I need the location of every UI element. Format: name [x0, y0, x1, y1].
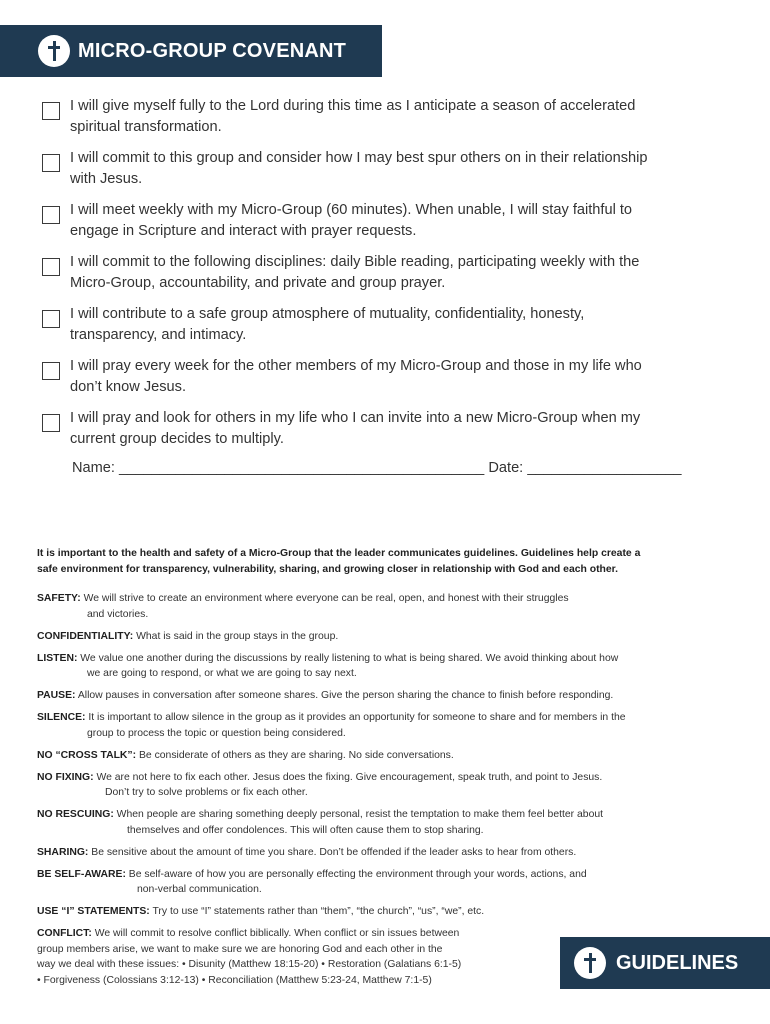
guidelines-badge	[560, 937, 770, 989]
intro-line: It is important to the health and safety of a Micro-Group that the leader communicates guidelines. Guidelines help create a	[37, 548, 641, 559]
guideline-text: Be self-aware of how you are personally effecting the environment through your words, actions, and	[128, 868, 587, 880]
guideline-term: SAFETY:	[37, 593, 81, 604]
covenant-line: spiritual transformation.	[70, 118, 222, 135]
guideline-term: LISTEN:	[37, 652, 78, 664]
covenant-text	[70, 408, 640, 449]
guideline-text-cont: Don’t try to solve problems or fix each other.	[105, 787, 308, 798]
guideline-no-fixing	[37, 770, 742, 801]
covenant-item	[42, 408, 732, 449]
signature-line	[72, 460, 682, 476]
guideline-text-cont: themselves and offer condolences. This will often cause them to stop sharing.	[127, 824, 484, 836]
guideline-text-cont: we are going to respond, or what we are going to say next.	[87, 668, 357, 679]
guideline-text: group members arise, we want to make sure we are honoring God and each other in the	[37, 943, 443, 955]
intro-line: safe environment for transparency, vulnerability, sharing, and growing closer in relationship with God and each other.	[37, 564, 619, 575]
guideline-text: Try to use “I” statements rather than “them”, “the church”, “us”, “we”, etc.	[152, 906, 485, 917]
covenant-text	[70, 200, 632, 241]
guideline-term: USE “I” STATEMENTS:	[37, 906, 150, 917]
guideline-conflict	[37, 926, 542, 988]
guideline-text-cont: group to process the topic or question being considered.	[87, 727, 346, 739]
guidelines-intro	[37, 546, 737, 578]
guideline-term: PAUSE:	[37, 690, 76, 701]
covenant-line: current group decides to multiply.	[70, 430, 284, 447]
guideline-silence	[37, 710, 742, 741]
guideline-text: • Forgiveness (Colossians 3:12-13) • Reconciliation (Matthew 5:23-24, Matthew 7:1-5)	[37, 974, 432, 986]
guideline-text: We will commit to resolve conflict biblically. When conflict or sin issues between	[94, 928, 460, 939]
guideline-text: Be considerate of others as they are sharing. No side conversations.	[138, 749, 454, 761]
guideline-no-cross-talk	[37, 748, 742, 764]
guideline-text: Allow pauses in conversation after someone shares. Give the person sharing the chance to finish before responding.	[77, 690, 614, 701]
guideline-term: NO “CROSS TALK”:	[37, 749, 137, 761]
guideline-text: Be sensitive about the amount of time you share. Don’t be offended if the leader asks to hear from others.	[91, 846, 577, 858]
guideline-no-rescuing	[37, 807, 742, 838]
covenant-line: Micro-Group, accountability, and private and group prayer.	[70, 274, 446, 291]
guideline-safety	[37, 591, 742, 622]
date-label: Date:	[488, 460, 524, 476]
covenant-line: I will contribute to a safe group atmosphere of mutuality, confidentiality, honesty,	[70, 306, 585, 322]
covenant-text	[70, 304, 584, 345]
guideline-text: We value one another during the discussions by really listening to what is being shared. We avoid thinking about how	[80, 652, 619, 664]
covenant-line: with Jesus.	[70, 170, 143, 187]
guideline-text: It is important to allow silence in the group as it provides an opportunity for someone to share and for members in the	[88, 712, 626, 723]
cross-icon	[574, 947, 606, 979]
covenant-line: transparency, and intimacy.	[70, 326, 247, 343]
covenant-item	[42, 304, 732, 345]
covenant-line: I will meet weekly with my Micro-Group (60 minutes). When unable, I will stay faithful to	[70, 202, 633, 218]
covenant-line: I will commit to the following disciplines: daily Bible reading, participating weekly with the	[70, 254, 640, 270]
name-field[interactable]: _____________________________________________	[119, 460, 485, 476]
covenant-checkbox[interactable]	[42, 310, 60, 328]
covenant-text	[70, 96, 635, 137]
covenant-list	[42, 96, 732, 460]
header-banner	[0, 25, 382, 77]
guideline-listen	[37, 651, 742, 682]
covenant-item	[42, 356, 732, 397]
guideline-term: NO RESCUING:	[37, 809, 114, 820]
guideline-use-i-statements	[37, 904, 742, 920]
guideline-term: NO FIXING:	[37, 771, 94, 783]
guideline-be-self-aware	[37, 867, 742, 898]
guideline-term: CONFLICT:	[37, 928, 92, 939]
guideline-text: We are not here to fix each other. Jesus does the fixing. Give encouragement, speak truth, and point to Jesus.	[96, 771, 603, 783]
covenant-line: engage in Scripture and interact with prayer requests.	[70, 222, 417, 239]
guideline-text: We will strive to create an environment where everyone can be real, open, and honest with their struggles	[83, 593, 569, 604]
guideline-term: SHARING:	[37, 846, 89, 858]
name-label: Name:	[72, 460, 115, 476]
covenant-line: I will give myself fully to the Lord during this time as I anticipate a season of accelerated	[70, 98, 636, 114]
covenant-checkbox[interactable]	[42, 154, 60, 172]
covenant-line: I will pray every week for the other members of my Micro-Group and those in my life who	[70, 358, 642, 374]
guideline-term: BE SELF-AWARE:	[37, 868, 126, 880]
covenant-item	[42, 148, 732, 189]
guideline-pause	[37, 688, 742, 704]
guideline-sharing	[37, 845, 742, 861]
guideline-confidentiality	[37, 629, 742, 645]
guidelines-badge-title: GUIDELINES	[616, 951, 739, 974]
guideline-text-cont: non-verbal communication.	[137, 884, 262, 895]
guideline-term: SILENCE:	[37, 712, 86, 723]
covenant-checkbox[interactable]	[42, 206, 60, 224]
cross-icon	[38, 35, 70, 67]
covenant-line: I will commit to this group and consider how I may best spur others on in their relationship	[70, 150, 648, 166]
guideline-text: When people are sharing something deeply personal, resist the temptation to make them feel better about	[116, 809, 604, 820]
covenant-checkbox[interactable]	[42, 258, 60, 276]
covenant-line: I will pray and look for others in my life who I can invite into a new Micro-Group when my	[70, 410, 641, 426]
covenant-text	[70, 252, 639, 293]
covenant-text	[70, 148, 648, 189]
guideline-text: way we deal with these issues: • Disunity (Matthew 18:15-20) • Restoration (Galatians 6:1-5)	[37, 959, 462, 970]
guideline-text: What is said in the group stays in the group.	[136, 630, 339, 642]
guideline-text-cont: and victories.	[87, 608, 149, 620]
date-field[interactable]: ___________________	[527, 460, 682, 476]
covenant-checkbox[interactable]	[42, 102, 60, 120]
covenant-item	[42, 96, 732, 137]
covenant-line: don’t know Jesus.	[70, 378, 187, 395]
guidelines-list	[37, 591, 742, 995]
covenant-text	[70, 356, 642, 397]
covenant-item	[42, 252, 732, 293]
covenant-checkbox[interactable]	[42, 414, 60, 432]
page-title: MICRO-GROUP COVENANT	[78, 39, 347, 62]
guideline-term: CONFIDENTIALITY:	[37, 630, 134, 642]
covenant-item	[42, 200, 732, 241]
covenant-checkbox[interactable]	[42, 362, 60, 380]
